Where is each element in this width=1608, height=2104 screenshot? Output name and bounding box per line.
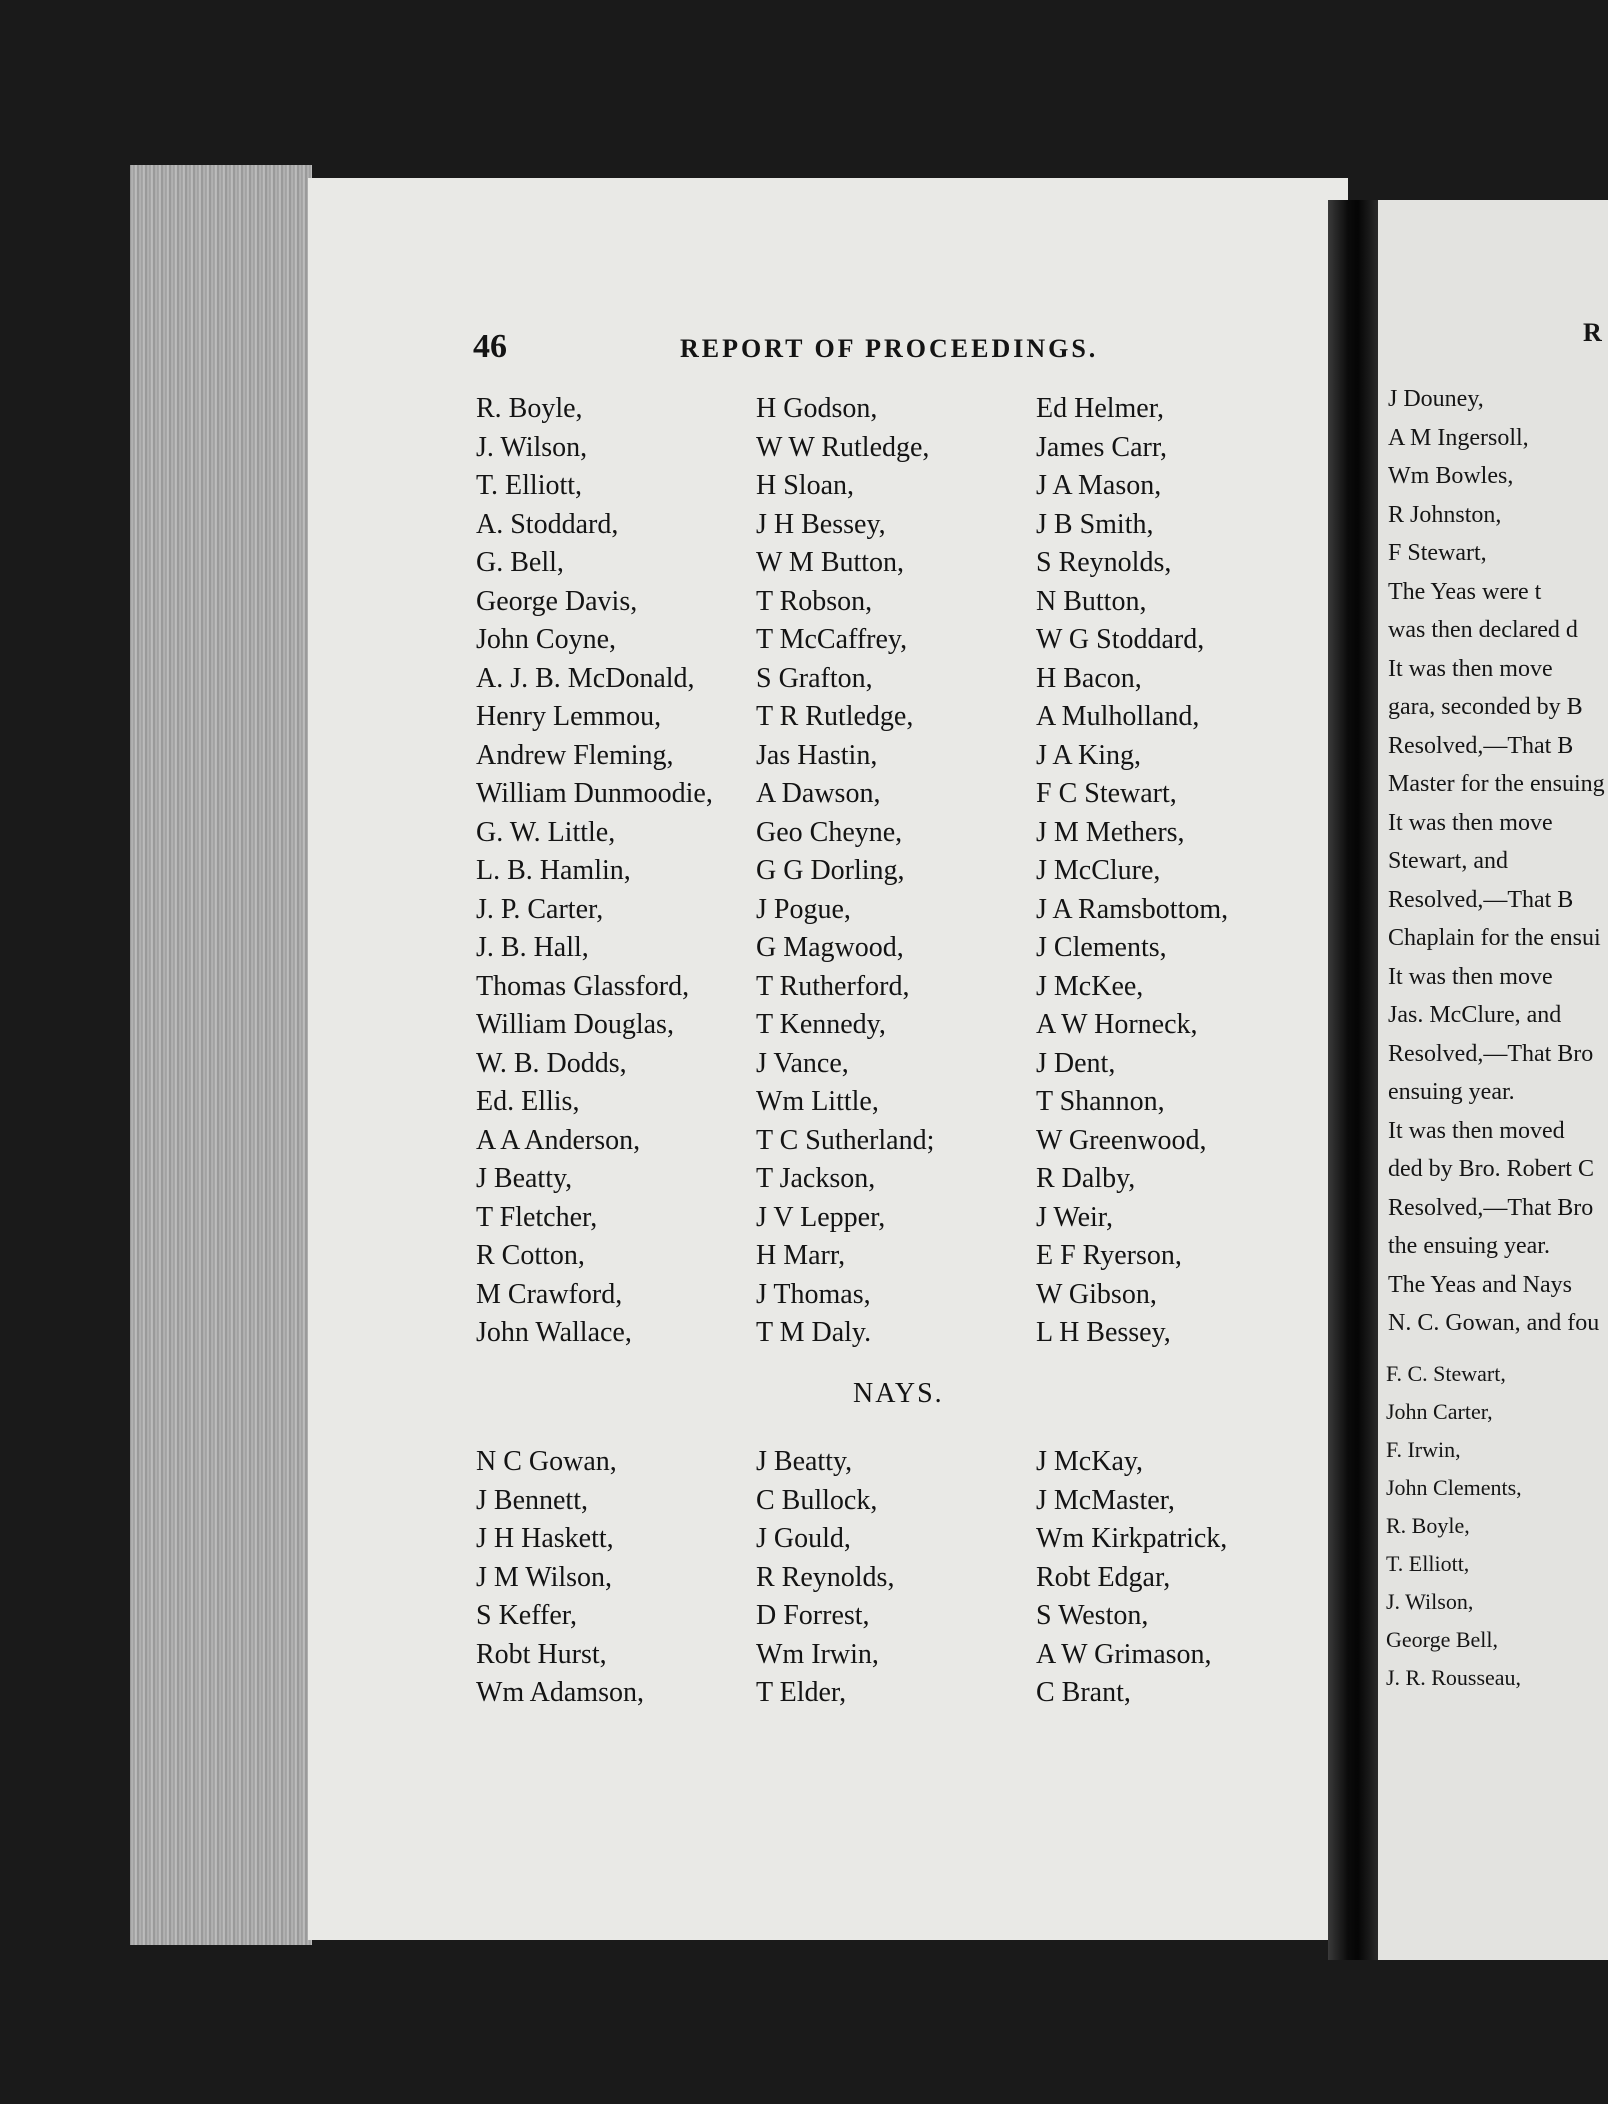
- list-item: G. W. Little,: [476, 816, 616, 848]
- list-item: J Beatty,: [756, 1446, 853, 1477]
- list-item: J B Smith,: [1036, 508, 1154, 540]
- list-item: R Cotton,: [476, 1240, 585, 1271]
- list-item: J M Wilson,: [476, 1561, 613, 1593]
- list-item: A M Ingersoll,: [1388, 424, 1529, 451]
- list-item: It was then moved: [1388, 1117, 1565, 1144]
- list-item: M Crawford,: [476, 1278, 623, 1310]
- list-item: The Yeas and Nays: [1388, 1271, 1572, 1298]
- list-item: F. Irwin,: [1386, 1437, 1461, 1462]
- list-item: J Thomas,: [756, 1278, 871, 1310]
- list-item: Ed. Ellis,: [476, 1086, 580, 1117]
- list-item: It was then move: [1388, 809, 1553, 836]
- list-item: gara, seconded by B: [1388, 694, 1583, 720]
- list-item: T C Sutherland;: [756, 1124, 935, 1156]
- list-item: J A King,: [1036, 739, 1142, 771]
- list-item: J. P. Carter,: [476, 893, 604, 925]
- list-item: F C Stewart,: [1036, 778, 1177, 809]
- list-item: J H Bessey,: [756, 508, 886, 540]
- list-item: Jas Hastin,: [756, 739, 878, 771]
- list-item: William Douglas,: [476, 1009, 674, 1040]
- nays-column-3: [1036, 1443, 1227, 1713]
- list-item: T Fletcher,: [476, 1201, 598, 1233]
- list-item: J McClure,: [1036, 855, 1161, 886]
- list-item: Henry Lemmou,: [476, 701, 662, 732]
- list-item: J Beatty,: [476, 1163, 573, 1194]
- list-item: G. Bell,: [476, 547, 564, 578]
- list-item: George Davis,: [476, 585, 638, 617]
- list-item: A Mulholland,: [1036, 701, 1200, 732]
- list-item: F Stewart,: [1388, 540, 1487, 566]
- list-item: D Forrest,: [756, 1600, 870, 1631]
- nays-column-2: [756, 1443, 894, 1713]
- list-item: H Bacon,: [1036, 662, 1142, 694]
- list-item: J M Methers,: [1036, 816, 1185, 848]
- list-item: the ensuing year.: [1388, 1233, 1550, 1259]
- list-item: George Bell,: [1386, 1627, 1499, 1652]
- list-item: J A Mason,: [1036, 470, 1162, 501]
- page-header: [308, 328, 1348, 368]
- list-item: H Godson,: [756, 393, 878, 424]
- list-item: R Johnston,: [1388, 501, 1502, 528]
- list-item: J Pogue,: [756, 893, 851, 925]
- list-item: G Magwood,: [756, 932, 904, 963]
- list-item: F. C. Stewart,: [1386, 1361, 1506, 1386]
- list-item: J Vance,: [756, 1047, 849, 1079]
- list-item: Resolved,—That Bro: [1388, 1194, 1594, 1221]
- list-item: John Carter,: [1386, 1399, 1493, 1424]
- list-item: N Button,: [1036, 585, 1147, 617]
- list-item: J McMaster,: [1036, 1484, 1175, 1516]
- list-item: A W Grimason,: [1036, 1638, 1212, 1670]
- nays-column-1: [476, 1443, 644, 1713]
- list-item: R Dalby,: [1036, 1163, 1136, 1194]
- list-item: Thomas Glassford,: [476, 970, 690, 1002]
- list-item: A W Horneck,: [1036, 1009, 1198, 1040]
- list-item: J. Wilson,: [1386, 1589, 1474, 1614]
- page-number: 46: [473, 328, 507, 365]
- list-item: H Sloan,: [756, 470, 854, 501]
- book-gutter: [1328, 200, 1378, 1960]
- list-item: J McKay,: [1036, 1446, 1144, 1477]
- list-item: S Keffer,: [476, 1600, 577, 1631]
- list-item: W G Stoddard,: [1036, 624, 1205, 655]
- list-item: R Reynolds,: [756, 1561, 895, 1593]
- list-item: J McKee,: [1036, 970, 1144, 1002]
- list-item: J Bennett,: [476, 1484, 588, 1516]
- list-item: A. Stoddard,: [476, 508, 619, 540]
- list-item: Master for the ensuing: [1388, 771, 1605, 797]
- list-item: Stewart, and: [1388, 848, 1508, 874]
- list-item: James Carr,: [1036, 431, 1168, 463]
- list-item: Chaplain for the ensui: [1388, 925, 1601, 951]
- list-item: T Kennedy,: [756, 1009, 886, 1040]
- list-item: The Yeas were t: [1388, 578, 1542, 605]
- list-item: G G Dorling,: [756, 855, 905, 886]
- list-item: J H Haskett,: [476, 1523, 614, 1554]
- list-item: John Wallace,: [476, 1317, 632, 1348]
- list-item: Wm Kirkpatrick,: [1036, 1523, 1228, 1554]
- list-item: T McCaffrey,: [756, 624, 908, 655]
- yeas-column-2: [756, 390, 934, 1353]
- list-item: A A Anderson,: [476, 1124, 641, 1156]
- list-item: J V Lepper,: [756, 1201, 886, 1233]
- list-item: J Dent,: [1036, 1047, 1116, 1079]
- list-item: N. C. Gowan, and fou: [1388, 1310, 1600, 1336]
- list-item: Wm Bowles,: [1388, 463, 1514, 489]
- yeas-column-1: [476, 390, 713, 1353]
- list-item: W Greenwood,: [1036, 1124, 1207, 1156]
- list-item: W M Button,: [756, 547, 905, 578]
- list-item: J Douney,: [1388, 386, 1484, 412]
- list-item: Wm Irwin,: [756, 1638, 879, 1670]
- book-page-edges: [130, 165, 312, 1945]
- list-item: T Jackson,: [756, 1163, 876, 1194]
- list-item: Ed Helmer,: [1036, 393, 1164, 424]
- list-item: C Bullock,: [756, 1484, 878, 1516]
- running-title: REPORT OF PROCEEDINGS.: [680, 334, 1099, 363]
- list-item: Geo Cheyne,: [756, 816, 903, 848]
- list-item: T Robson,: [756, 585, 873, 617]
- list-item: J. R. Rousseau,: [1386, 1665, 1522, 1690]
- list-item: T M Daly.: [756, 1317, 872, 1348]
- list-item: ensuing year.: [1388, 1079, 1515, 1105]
- list-item: William Dunmoodie,: [476, 778, 713, 809]
- list-item: T. Elliott,: [476, 470, 583, 501]
- left-page: [308, 178, 1348, 1940]
- list-item: J Clements,: [1036, 932, 1167, 963]
- list-item: J Gould,: [756, 1523, 851, 1554]
- list-item: Wm Adamson,: [476, 1677, 644, 1708]
- list-item: T Elder,: [756, 1677, 847, 1708]
- list-item: Wm Little,: [756, 1086, 879, 1117]
- list-item: W. B. Dodds,: [476, 1047, 627, 1079]
- list-item: T Rutherford,: [756, 970, 910, 1002]
- list-item: John Clements,: [1386, 1475, 1522, 1500]
- nays-heading: NAYS.: [853, 1378, 944, 1409]
- right-page-header: R: [1583, 318, 1602, 347]
- list-item: Robt Hurst,: [476, 1638, 607, 1670]
- list-item: Jas. McClure, and: [1388, 1002, 1562, 1028]
- list-item: J A Ramsbottom,: [1036, 893, 1229, 925]
- list-item: Robt Edgar,: [1036, 1561, 1171, 1593]
- list-item: A. J. B. McDonald,: [476, 662, 695, 694]
- yeas-column-3: [1036, 390, 1228, 1353]
- list-item: C Brant,: [1036, 1677, 1131, 1708]
- list-item: John Coyne,: [476, 624, 616, 655]
- right-page-text-lines: [1388, 380, 1605, 1343]
- list-item: R. Boyle,: [476, 393, 583, 424]
- list-item: H Marr,: [756, 1240, 846, 1271]
- list-item: J. Wilson,: [476, 431, 588, 463]
- list-item: was then declared d: [1388, 617, 1578, 643]
- list-item: L. B. Hamlin,: [476, 855, 631, 886]
- list-item: J Weir,: [1036, 1201, 1113, 1233]
- list-item: A Dawson,: [756, 778, 881, 809]
- list-item: L H Bessey,: [1036, 1317, 1171, 1348]
- list-item: S Grafton,: [756, 662, 873, 694]
- list-item: It was then move: [1388, 655, 1553, 682]
- list-item: Resolved,—That Bro: [1388, 1040, 1594, 1067]
- list-item: R. Boyle,: [1386, 1513, 1470, 1538]
- right-page-partial: [1378, 200, 1608, 1960]
- list-item: S Weston,: [1036, 1600, 1149, 1631]
- list-item: ded by Bro. Robert C: [1388, 1156, 1594, 1182]
- list-item: T. Elliott,: [1386, 1551, 1470, 1576]
- list-item: E F Ryerson,: [1036, 1240, 1182, 1271]
- list-item: Resolved,—That B: [1388, 732, 1574, 759]
- list-item: W Gibson,: [1036, 1278, 1157, 1310]
- list-item: Andrew Fleming,: [476, 739, 674, 771]
- list-item: J. B. Hall,: [476, 932, 589, 963]
- list-item: S Reynolds,: [1036, 547, 1172, 578]
- list-item: W W Rutledge,: [756, 431, 930, 463]
- list-item: T Shannon,: [1036, 1086, 1165, 1117]
- list-item: T R Rutledge,: [756, 701, 914, 732]
- list-item: It was then move: [1388, 963, 1553, 990]
- list-item: N C Gowan,: [476, 1446, 617, 1477]
- list-item: Resolved,—That B: [1388, 886, 1574, 913]
- right-page-name-list: [1386, 1355, 1522, 1697]
